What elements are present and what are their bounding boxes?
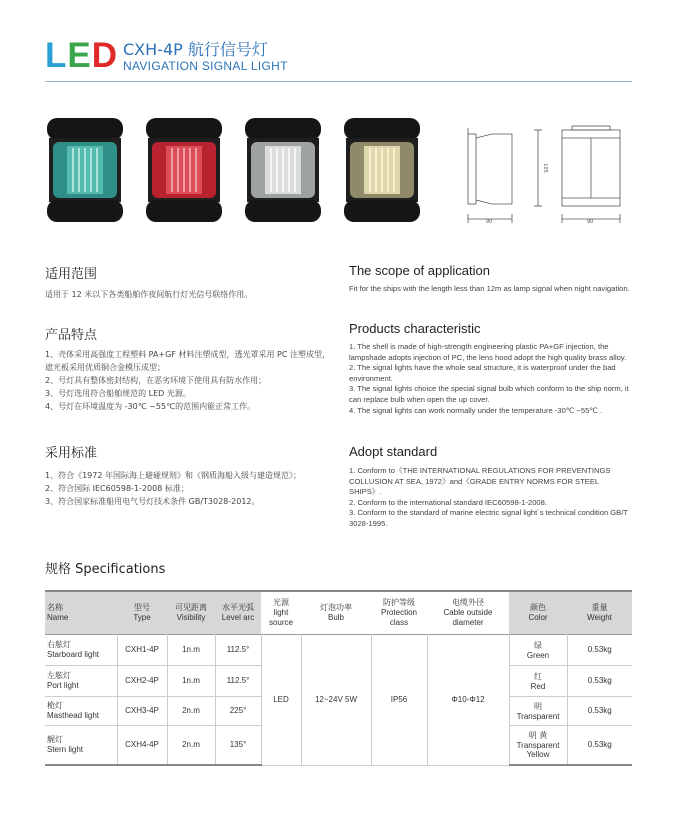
features-title-en: Products characteristic (349, 321, 481, 336)
list-item: 4、号灯在环境温度为 -30℃ ~55℃的范围内能正常工作。 (45, 402, 256, 411)
cell-visibility: 1n.m (167, 665, 215, 696)
col-header-visibility: 可见距离 Visibility (167, 591, 215, 634)
cell-weight: 0.53kg (567, 665, 632, 696)
page-title-en: NAVIGATION SIGNAL LIGHT (123, 59, 288, 73)
list-item: 3. Conform to the standard of marine electric signal light`s technical condition GB/T 3028-1995. (349, 508, 628, 528)
list-item: 3、号灯选用符合船舶规范的 LED 光源。 (45, 389, 191, 398)
lamp-photo-yellow (342, 116, 422, 224)
cell-type: CXH2-4P (117, 665, 167, 696)
cell-type: CXH4-4P (117, 725, 167, 765)
logo-letter-e: E (67, 36, 92, 75)
list-item: 1. The shell is made of high-strength engineering plastic PA+GF injection, the lampshade adopts injection of PC, the lens hood adopt the high quality brass alloy. (349, 342, 627, 362)
scope-title-en: The scope of application (349, 263, 490, 278)
list-item: 4. The signal lights can work normally under the temperature -30℃ ~55℃ . (349, 405, 603, 415)
dim-width-right: 90 (587, 219, 594, 225)
dimension-drawing (462, 124, 632, 234)
list-item: 1、符合《1972 年国际海上避碰规则》和《钢质海船入级与建造规范》； (45, 471, 301, 480)
features-list-en (349, 342, 633, 416)
cell-weight: 0.53kg (567, 725, 632, 765)
dim-width-left: 90 (486, 219, 493, 225)
standards-title-en: Adopt standard (349, 444, 438, 459)
lamp-photo-green (45, 116, 125, 224)
col-header-arc: 水平光弧 Level arc (215, 591, 261, 634)
scope-title-cn: 适用范围 (45, 267, 98, 282)
list-item: 2. The signal lights have the whole seal structure, it is waterproof under the bad environment. (349, 363, 616, 383)
cell-bulb: 12~24V 5W (301, 634, 371, 765)
col-header-weight: 重量 Weight (567, 591, 632, 634)
page-title-cn: CXH-4P 航行信号灯 (123, 40, 268, 59)
lamp-photo-clear (243, 116, 323, 224)
cell-visibility: 1n.m (167, 634, 215, 665)
scope-text-en: Fit for the ships with the length less than 12m as lamp signal when night navigation. (349, 284, 630, 293)
list-item: 3. The signal lights choice the special signal bulb which conform to the ship norm, it can replace bulb when open the up cover. (349, 384, 629, 404)
cell-color: 绿 Green (509, 634, 567, 665)
cell-arc: 112.5° (215, 634, 261, 665)
led-logo (45, 36, 118, 76)
cell-name: 右舷灯 Starboard light (45, 634, 117, 665)
standards-list-en (349, 466, 633, 530)
col-header-cable: 电缆外径 Cable outside diameter (427, 591, 509, 634)
cell-protection: IP56 (371, 634, 427, 765)
list-item: 1. Conform to《THE INTERNATIONAL REGULATIONS FOR PREVENTINGS COLLUSION AT SEA, 1972》and《GRADE ENTRY NORMS FOR STEEL SHIPS》. (349, 466, 611, 497)
col-header-type: 型号 Type (117, 591, 167, 634)
col-header-bulb: 灯泡功率 Bulb (301, 591, 371, 634)
col-header-color: 颜色 Color (509, 591, 567, 634)
list-item: 2. Conform to the international standard IEC60598-1-2008. (349, 497, 547, 507)
standards-title-cn: 采用标准 (45, 446, 98, 461)
col-header-light-source: 光源 light source (261, 591, 301, 634)
col-header-name: 名称 Name (45, 591, 117, 634)
header-divider (45, 81, 632, 82)
col-header-protection: 防护等级 Protection class (371, 591, 427, 634)
cell-type: CXH3-4P (117, 696, 167, 725)
cell-name: 艉灯 Stern light (45, 725, 117, 765)
list-item: 3、符合国家标准船用电气号灯技术条件 GB/T3028-2012。 (45, 497, 260, 506)
table-row (45, 634, 632, 665)
cell-visibility: 2n.m (167, 696, 215, 725)
cell-color: 明 Transparent (509, 696, 567, 725)
cell-weight: 0.53kg (567, 696, 632, 725)
cell-arc: 135° (215, 725, 261, 765)
features-list-cn (45, 348, 335, 413)
cell-cable: Φ10-Φ12 (427, 634, 509, 765)
list-item: 2、符合国际 IEC60598-1-2008 标准； (45, 484, 189, 493)
logo-letter-d: D (91, 36, 119, 75)
scope-text-cn: 适用于 12 米以下各类船舶作夜间航行灯光信号联络作用。 (45, 290, 253, 299)
cell-name: 桅灯 Masthead light (45, 696, 117, 725)
cell-light-source: LED (261, 634, 301, 765)
specs-table (45, 590, 632, 766)
specs-title: 规格 Specifications (45, 562, 166, 577)
lamp-photo-red (144, 116, 224, 224)
table-header-row (45, 591, 632, 634)
cell-visibility: 2n.m (167, 725, 215, 765)
cell-name: 左舷灯 Port light (45, 665, 117, 696)
list-item: 1、壳体采用高强度工程塑料 PA+GF 材料注塑成型，透光罩采用 PC 注塑成型，遮光板采用优质铜合金模压成型； (45, 350, 330, 372)
cell-weight: 0.53kg (567, 634, 632, 665)
dim-height: 105 (541, 163, 548, 173)
cell-type: CXH1-4P (117, 634, 167, 665)
list-item: 2、号灯具有整体密封结构，在恶劣环境下使用具有防水作用； (45, 376, 267, 385)
cell-color: 明 黄 Transparent Yellow (509, 725, 567, 765)
cell-arc: 112.5° (215, 665, 261, 696)
cell-arc: 225° (215, 696, 261, 725)
logo-letter-l: L (45, 36, 68, 75)
standards-list-cn (45, 469, 335, 508)
cell-color: 红 Red (509, 665, 567, 696)
features-title-cn: 产品特点 (45, 328, 98, 343)
